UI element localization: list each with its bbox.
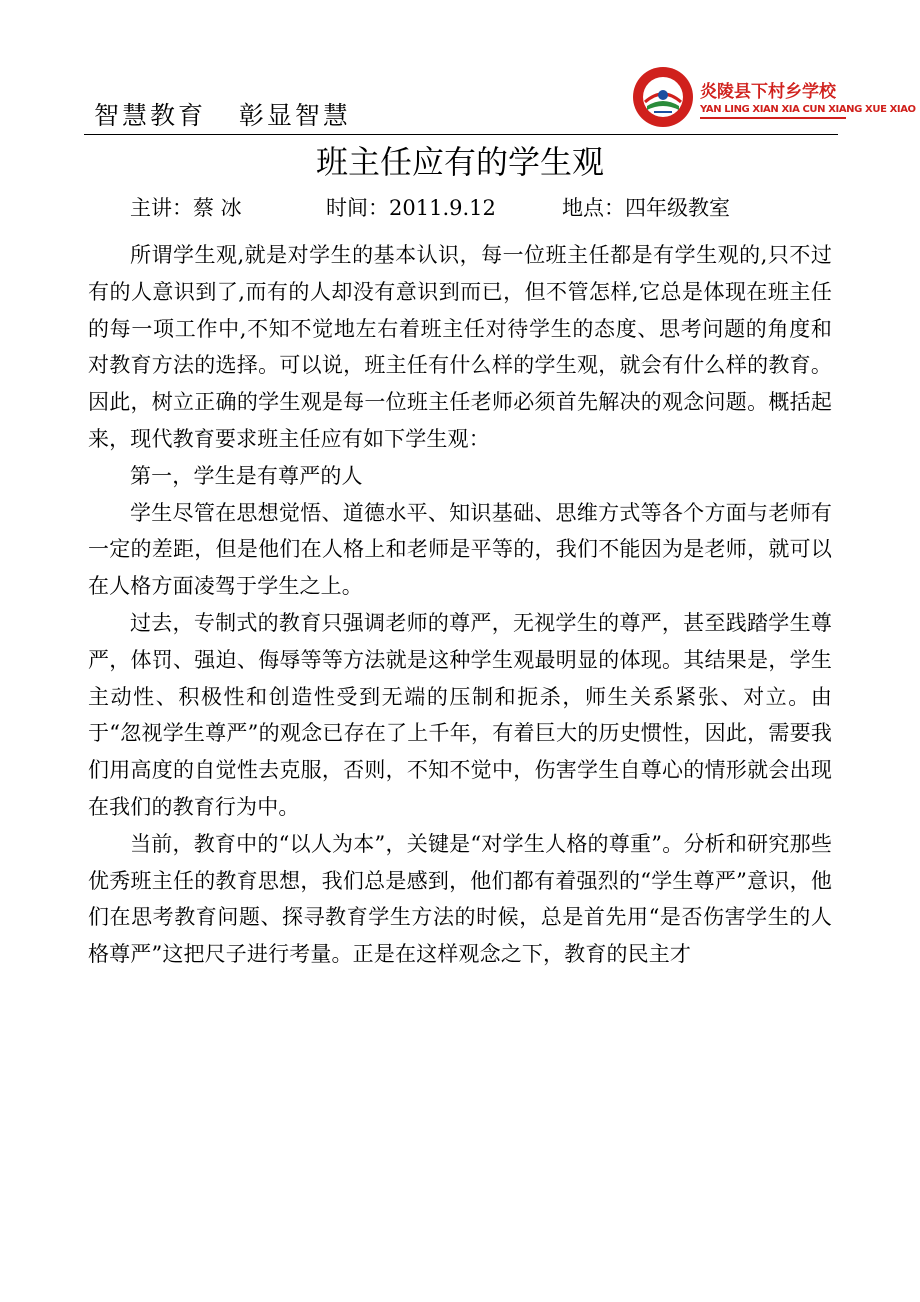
- logo-underline: [700, 117, 846, 119]
- school-logo: [632, 66, 916, 128]
- school-name: 炎陵县下村乡学校: [700, 82, 836, 102]
- paragraph: 学生尽管在思想觉悟、道德水平、知识基础、思维方式等各个方面与老师有一定的差距，但是他们在人格上和老师是平等的，我们不能因为是老师，就可以在人格方面凌驾于学生之上。: [88, 500, 832, 599]
- document-body: [88, 237, 832, 973]
- paragraph: 过去，专制式的教育只强调老师的尊严，无视学生的尊严，甚至践踏学生尊严，体罚、强迫、侮辱等等方法就是这种学生观最明显的体现。其结果是，学生主动性、积极性和创造性受到无端的压制和扼杀，师生关系紧张、对立。由于“忽视学生尊严”的观念已存在了上千年，有着巨大的历史惯性，因此，需要我们用高度的自觉性去克服，否则，不知不觉中，伤害学生自尊心的情形就会出现在我们的教育行为中。: [88, 610, 832, 819]
- document-title: 班主任应有的学生观: [315, 143, 604, 181]
- school-emblem-icon: [632, 66, 694, 128]
- paragraph: 所谓学生观,就是对学生的基本认识，每一位班主任都是有学生观的,只不过有的人意识到了,而有的人却没有意识到而已，但不管怎样,它总是体现在班主任的每一项工作中,不知不觉地左右着班主任对待学生的态度、思考问题的角度和对教育方法的选择。可以说，班主任有什么样的学生观，就会有什么样的教育。因此，树立正确的学生观是每一位班主任老师必须首先解决的观念问题。概括起来，现代教育要求班主任应有如下学生观：: [88, 243, 832, 451]
- header-slogan: 智慧教育 彰显智慧: [94, 101, 351, 130]
- meta-place: 地点：四年级教室: [562, 196, 730, 220]
- meta-time: 时间：2011.9.12: [326, 196, 496, 220]
- paragraph: 当前，教育中的“以人为本”，关键是“对学生人格的尊重”。分析和研究那些优秀班主任的教育思想，我们总是感到，他们都有着强烈的“学生尊严”意识，他们在思考教育问题、探寻教育学生方法的时候，总是首先用“是否伤害学生的人格尊严”这把尺子进行考量。正是在这样观念之下，教育的民主才: [88, 831, 832, 967]
- section-heading: 第一，学生是有尊严的人: [130, 463, 363, 488]
- meta-speaker: 主讲：蔡 冰: [130, 196, 242, 220]
- school-pinyin: YAN LING XIAN XIA CUN XIANG XUE XIAO: [700, 104, 916, 115]
- header-divider: [84, 134, 838, 135]
